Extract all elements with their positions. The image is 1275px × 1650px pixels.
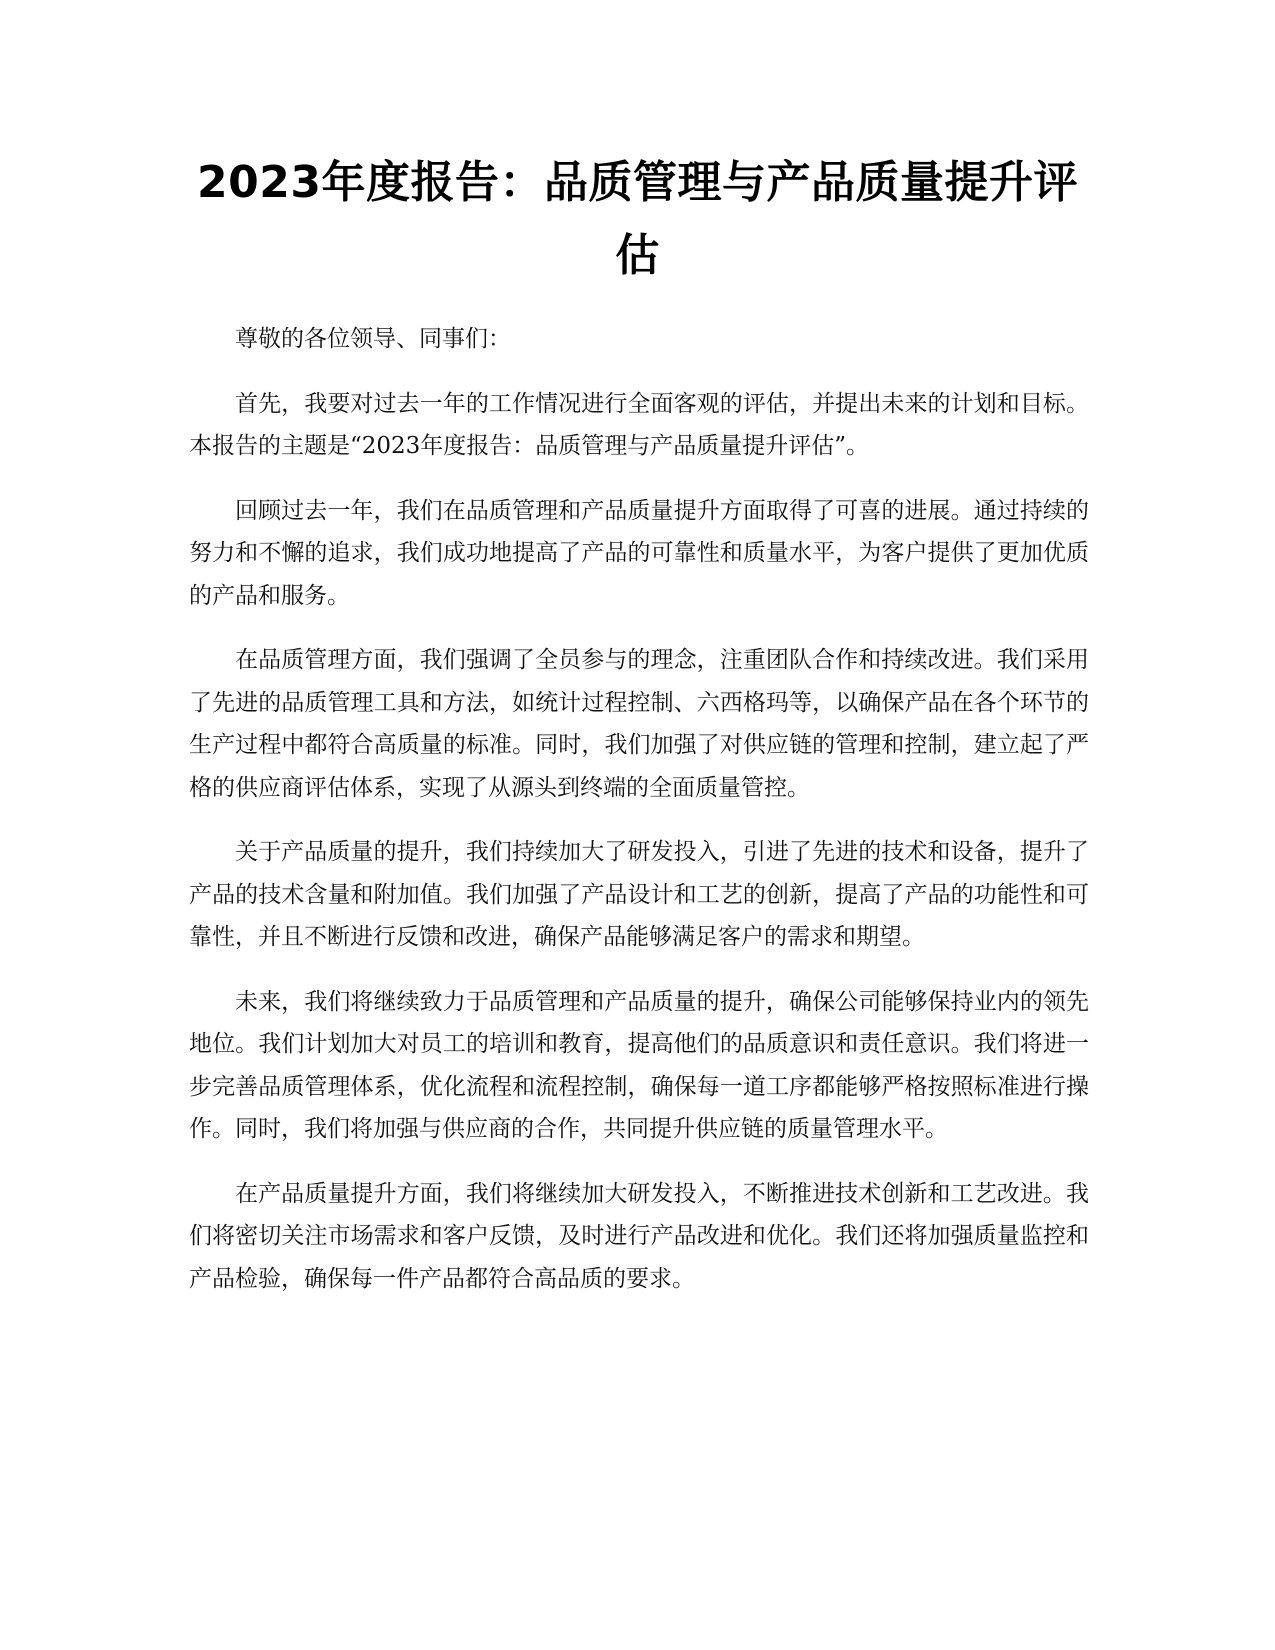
paragraph-review: 回顾过去一年，我们在品质管理和产品质量提升方面取得了可喜的进展。通过持续的努力和不懈的追求，我们成功地提高了产品的可靠性和质量水平，为客户提供了更加优质的产品和服务。 [189,497,1089,609]
paragraph-salutation: 尊敬的各位领导、同事们： [235,326,511,352]
paragraph-product-improvement: 在产品质量提升方面，我们将继续加大研发投入，不断推进技术创新和工艺改进。我们将密切关注市场需求和客户反馈，及时进行产品改进和优化。我们还将加强质量监控和产品检验，确保每一件产品都符合高品质的要求。 [189,1180,1089,1292]
document-body [189,318,1089,1322]
paragraph-product-quality: 关于产品质量的提升，我们持续加大了研发投入，引进了先进的技术和设备，提升了产品的技术含量和附加值。我们加强了产品设计和工艺的创新，提高了产品的功能性和可靠性，并且不断进行反馈和改进，确保产品能够满足客户的需求和期望。 [189,839,1089,950]
paragraph-quality-management: 在品质管理方面，我们强调了全员参与的理念，注重团队合作和持续改进。我们采用了先进的品质管理工具和方法，如统计过程控制、六西格玛等，以确保产品在各个环节的生产过程中都符合高质量的标准。同时，我们加强了对供应链的管理和控制，建立起了严格的供应商评估体系，实现了从源头到终端的全面质量管控。 [189,647,1089,801]
paragraph-future-plans: 未来，我们将继续致力于品质管理和产品质量的提升，确保公司能够保持业内的领先地位。我们计划加大对员工的培训和教育，提高他们的品质意识和责任意识。我们将进一步完善品质管理体系，优化流程和流程控制，确保每一道工序都能够严格按照标准进行操作。同时，我们将加强与供应商的合作，共同提升供应链的质量管理水平。 [189,988,1089,1142]
paragraph-introduction: 首先，我要对过去一年的工作情况进行全面客观的评估，并提出未来的计划和目标。本报告的主题是“2023年度报告：品质管理与产品质量提升评估”。 [189,390,1089,459]
document-title: 2023年度报告：品质管理与产品质量提升评估 [197,157,1078,281]
